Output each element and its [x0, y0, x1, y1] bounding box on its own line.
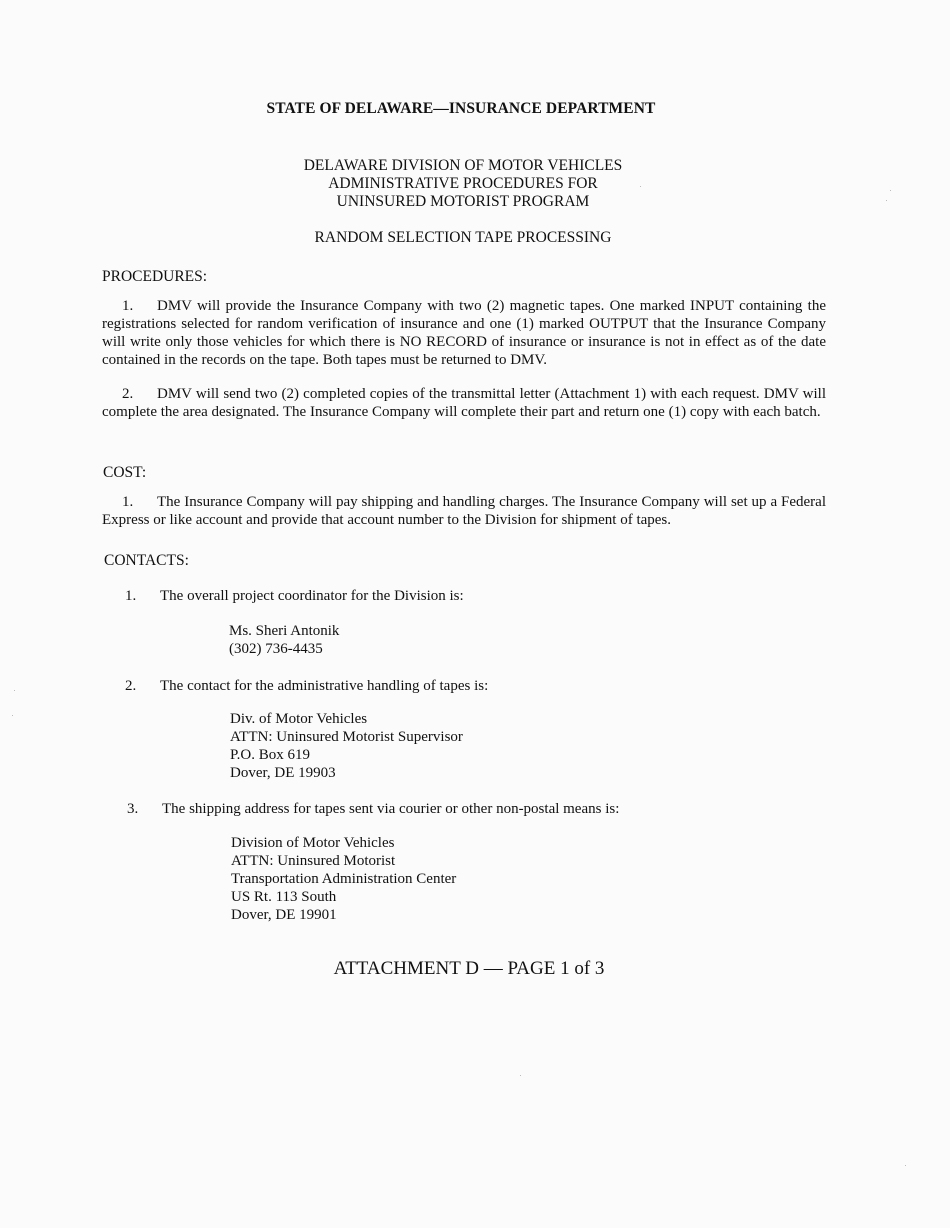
procedures-heading: PROCEDURES:: [102, 268, 208, 285]
address-line: Dover, DE 19901: [231, 907, 337, 923]
document-title: STATE OF DELAWARE—INSURANCE DEPARTMENT: [266, 100, 656, 117]
address-line: Transportation Administration Center: [231, 871, 457, 887]
scan-speck: [640, 186, 641, 187]
address-line: US Rt. 113 South: [231, 889, 337, 905]
item-number: 2.: [122, 386, 134, 402]
cost-heading: COST:: [103, 464, 147, 481]
scan-speck: [14, 690, 15, 691]
item-number: 3.: [127, 801, 139, 817]
contacts-heading: CONTACTS:: [104, 552, 189, 569]
scan-speck: [890, 190, 891, 191]
subtitle-line: DELAWARE DIVISION OF MOTOR VEHICLES: [303, 157, 623, 174]
document-subtitle: [0, 157, 926, 211]
contact-address-1: [229, 622, 339, 658]
item-number: 2.: [125, 678, 137, 694]
item-text: DMV will provide the Insurance Company with two (2) magnetic tapes. One marked INPUT containing the registrations selected for random verification of insurance and one (1) marked OUTPUT that the Insurance Company will write only those vehicles for which there is NO RECORD of insurance or insurance is not in effect as of the date contained in the records on the tape. Both tapes must be returned to DMV.: [102, 298, 826, 368]
address-line: ATTN: Uninsured Motorist Supervisor: [230, 729, 463, 745]
contact-item-2: [125, 677, 488, 695]
item-number: 1.: [122, 494, 134, 510]
scan-speck: [12, 715, 13, 716]
item-text: The shipping address for tapes sent via courier or other non-postal means is:: [162, 801, 620, 817]
page-footer: ATTACHMENT D — PAGE 1 of 3: [333, 958, 605, 979]
address-line: (302) 736-4435: [229, 641, 323, 657]
scan-speck: [905, 1165, 906, 1166]
item-text: The overall project coordinator for the Division is:: [160, 588, 464, 604]
subtitle-line: ADMINISTRATIVE PROCEDURES FOR: [328, 175, 598, 192]
cost-item-1: [102, 493, 826, 529]
contact-address-3: [231, 834, 456, 924]
contact-item-1: [125, 587, 464, 605]
address-line: ATTN: Uninsured Motorist: [231, 853, 396, 869]
address-line: Ms. Sheri Antonik: [229, 623, 340, 639]
item-text: The contact for the administrative handling of tapes is:: [160, 678, 489, 694]
item-number: 1.: [122, 298, 134, 314]
item-number: 1.: [125, 588, 137, 604]
scan-speck: [520, 1075, 521, 1076]
contact-item-3: [127, 800, 619, 818]
procedure-item-2: [102, 385, 826, 421]
procedure-item-1: [102, 297, 826, 369]
subtitle-line: UNINSURED MOTORIST PROGRAM: [336, 193, 590, 210]
address-line: Div. of Motor Vehicles: [230, 711, 368, 727]
scan-speck: [886, 200, 887, 201]
contact-address-2: [230, 710, 463, 782]
section-title: RANDOM SELECTION TAPE PROCESSING: [314, 229, 612, 246]
address-line: Division of Motor Vehicles: [231, 835, 395, 851]
item-text: DMV will send two (2) completed copies of the transmittal letter (Attachment 1) with each request. DMV will complete the area designated. The Insurance Company will complete their part and return one (1) copy with each batch.: [102, 386, 826, 420]
address-line: P.O. Box 619: [230, 747, 311, 763]
address-line: Dover, DE 19903: [230, 765, 336, 781]
item-text: The Insurance Company will pay shipping and handling charges. The Insurance Company will set up a Federal Express or like account and provide that account number to the Division for shipment of tapes.: [102, 494, 826, 528]
